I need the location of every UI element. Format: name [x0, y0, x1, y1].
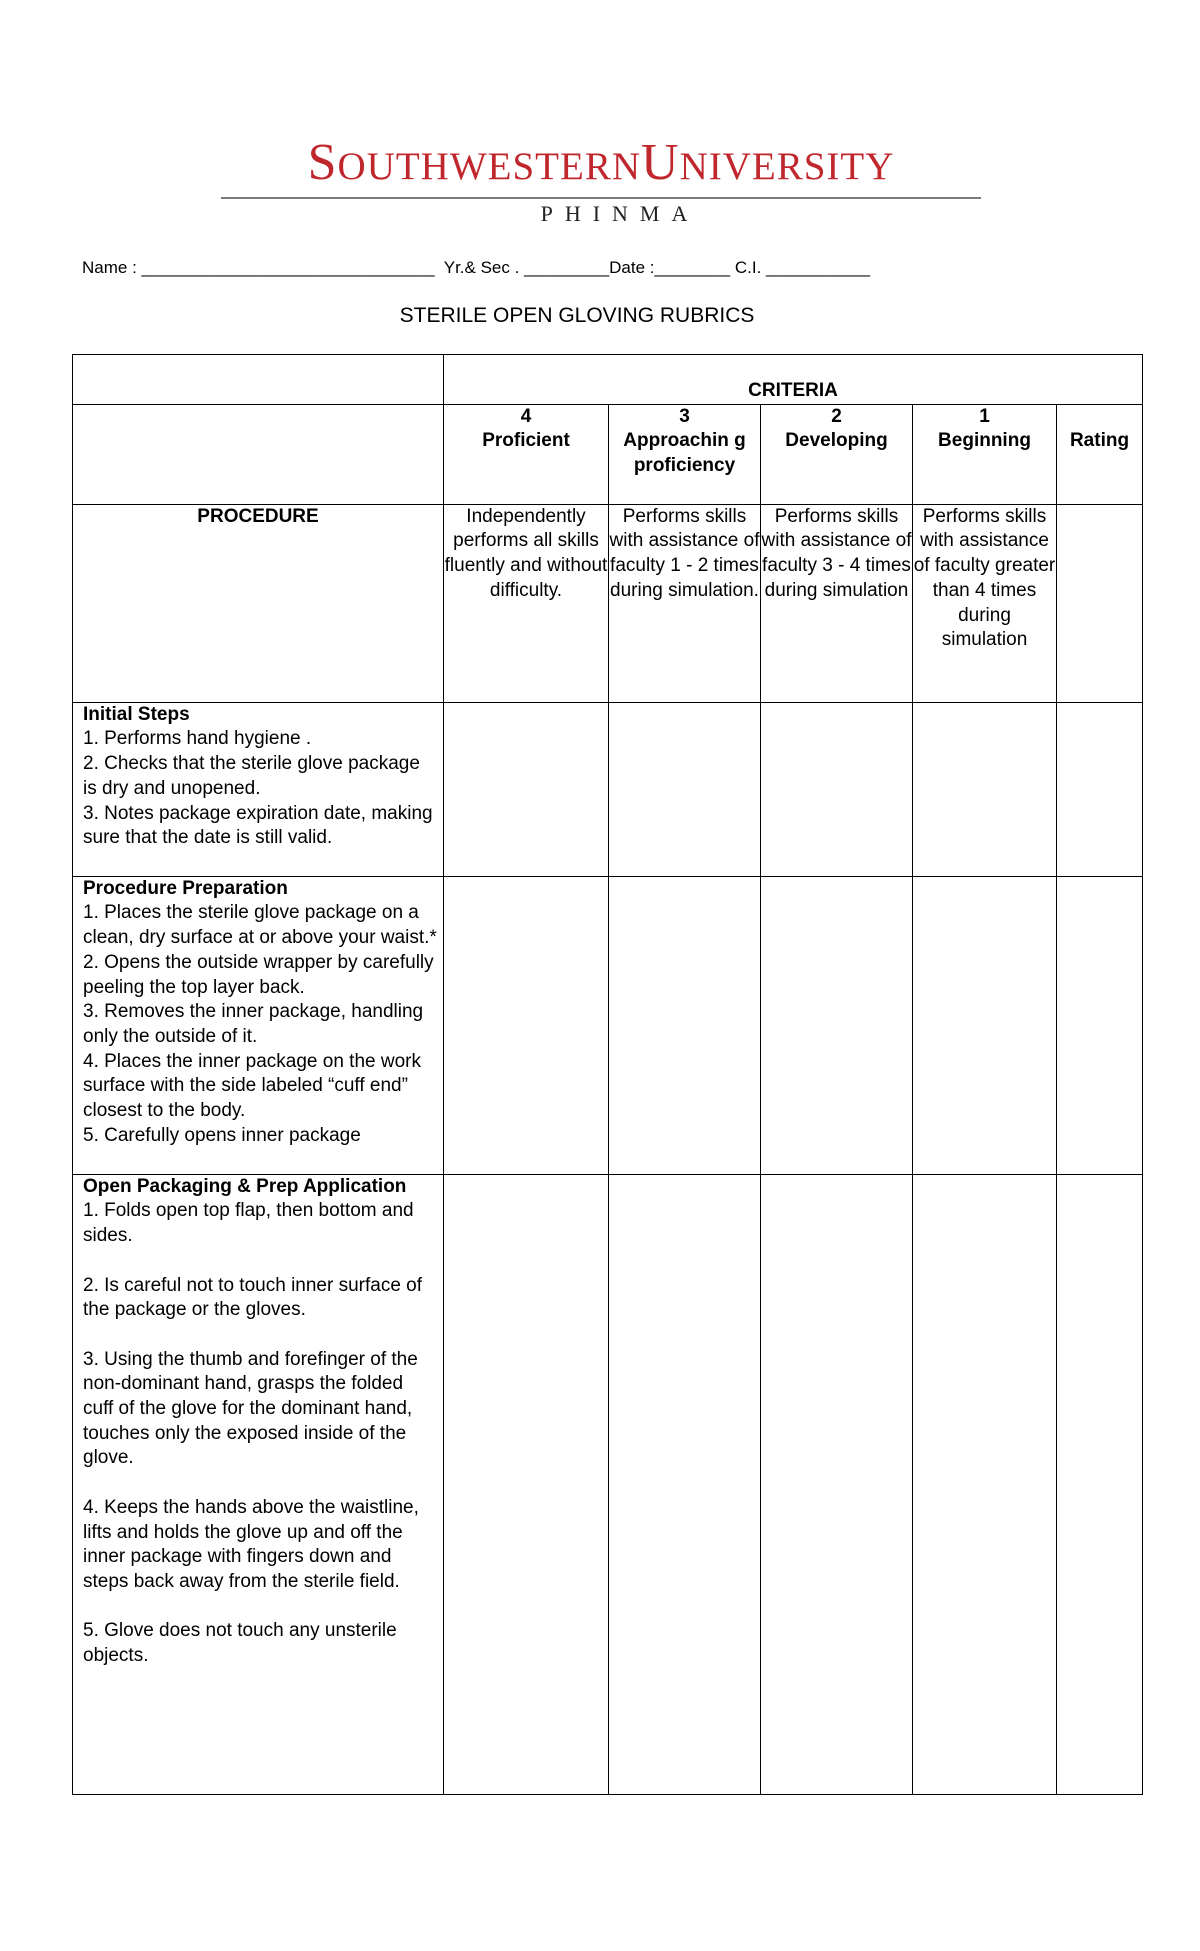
rating-header: Rating	[1057, 404, 1143, 504]
section-initial-steps: Initial Steps 1. Performs hand hygiene . 2. Checks that the sterile glove package is dry and unopened. 3. Notes package expiration date, making sure that the date is still valid.	[73, 702, 444, 876]
level-1-header: 1 Beginning	[913, 404, 1057, 504]
score-cell-4[interactable]	[444, 1174, 609, 1794]
student-info-line: Name : _______________________________ Yr.& Sec . _________Date :________ C.I. ___________	[82, 258, 871, 277]
score-cell-3[interactable]	[609, 702, 761, 876]
page-title: STERILE OPEN GLOVING RUBRICS	[399, 304, 755, 327]
section-procedure-preparation: Procedure Preparation 1. Places the sterile glove package on a clean, dry surface at or above your waist.* 2. Opens the outside wrapper by carefully peeling the top layer back. 3. Removes the inner package, handling only the outside of it. 4. Places the inner package on the work surface with the side labeled “cuff end” closest to the body. 5. Carefully opens inner package	[73, 876, 444, 1174]
levels-row	[73, 404, 1143, 504]
score-cell-1[interactable]	[913, 702, 1057, 876]
logo-divider	[221, 197, 981, 199]
procedure-heading: PROCEDURE	[73, 504, 444, 702]
section-row-initial-steps	[73, 702, 1143, 876]
rating-cell[interactable]	[1057, 876, 1143, 1174]
rating-cell[interactable]	[1057, 702, 1143, 876]
score-cell-2[interactable]	[761, 1174, 913, 1794]
level-3-descriptor: Performs skills with assistance of faculty 1 - 2 times during simulation.	[609, 504, 761, 702]
logo-subtitle: PHINMA	[540, 201, 700, 226]
score-cell-2[interactable]	[761, 702, 913, 876]
level-3-header: 3 Approachin g proficiency	[609, 404, 761, 504]
criteria-header-row	[73, 355, 1143, 405]
level-2-header: 2 Developing	[761, 404, 913, 504]
empty-cell	[73, 404, 444, 504]
descriptor-row	[73, 504, 1143, 702]
level-2-descriptor: Performs skills with assistance of faculty 3 - 4 times during simulation	[761, 504, 913, 702]
section-row-procedure-preparation	[73, 876, 1143, 1174]
empty-corner-cell	[73, 355, 444, 405]
level-4-descriptor: Independently performs all skills fluently and without difficulty.	[444, 504, 609, 702]
rating-descriptor-cell	[1057, 504, 1143, 702]
score-cell-4[interactable]	[444, 876, 609, 1174]
score-cell-1[interactable]	[913, 876, 1057, 1174]
section-row-open-packaging	[73, 1174, 1143, 1794]
logo-wordmark: SOUTHWESTERNUNIVERSITY	[307, 134, 895, 191]
score-cell-1[interactable]	[913, 1174, 1057, 1794]
score-cell-3[interactable]	[609, 876, 761, 1174]
score-cell-2[interactable]	[761, 876, 913, 1174]
university-logo	[221, 134, 981, 227]
level-1-descriptor: Performs skills with assistance of faculty greater than 4 times during simulation	[913, 504, 1057, 702]
criteria-heading: CRITERIA	[444, 355, 1143, 405]
level-4-header: 4 Proficient	[444, 404, 609, 504]
rating-cell[interactable]	[1057, 1174, 1143, 1794]
section-open-packaging: Open Packaging & Prep Application 1. Folds open top flap, then bottom and sides. 2. Is careful not to touch inner surface of the package or the gloves. 3. Using the thumb and forefinger of the non-dominant hand, grasps the folded cuff of the glove for the dominant hand, touches only the exposed inside of the glove. 4. Keeps the hands above the waistline, lifts and holds the glove up and off the inner package with fingers down and steps back away from the sterile field. 5. Glove does not touch any unsterile objects.	[73, 1174, 444, 1794]
rubric-table	[72, 354, 1143, 1795]
score-cell-4[interactable]	[444, 702, 609, 876]
score-cell-3[interactable]	[609, 1174, 761, 1794]
